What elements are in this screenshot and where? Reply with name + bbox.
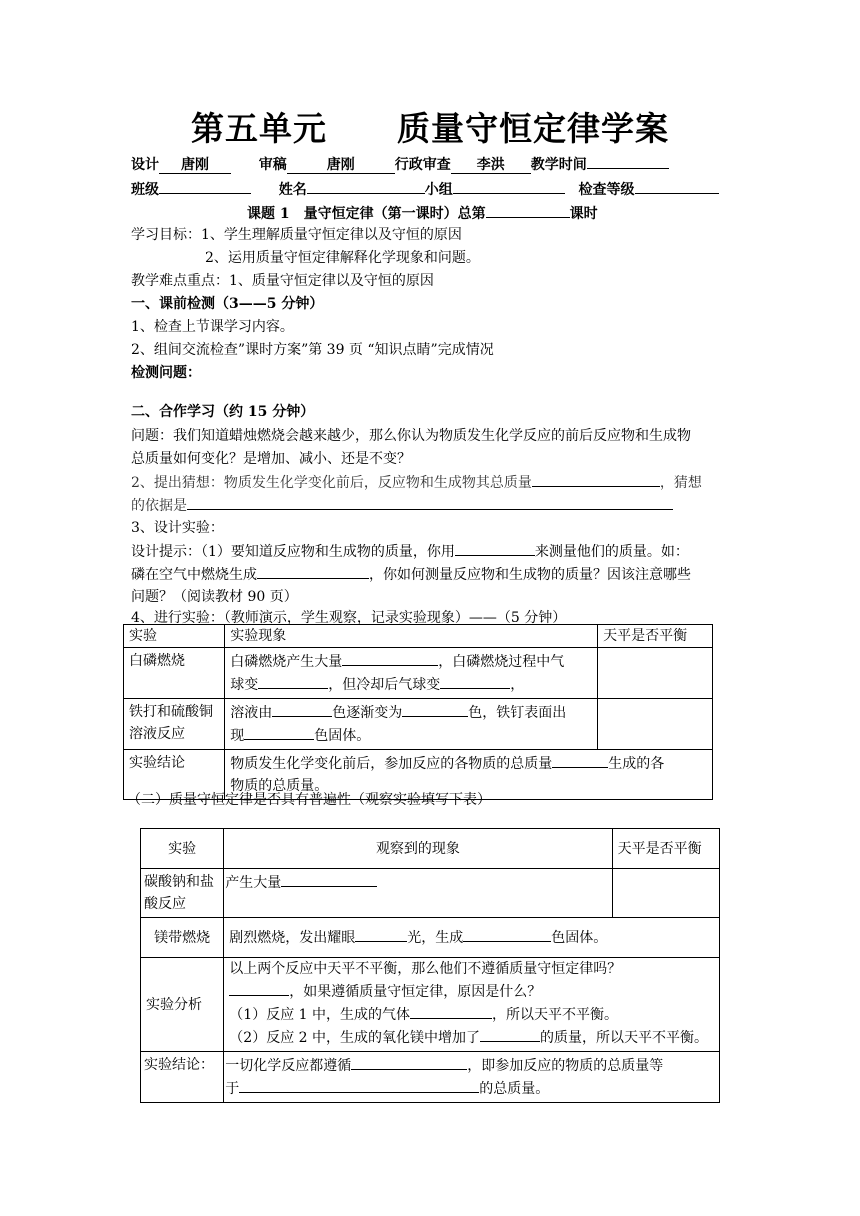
t1r1-blank-3[interactable] — [440, 673, 510, 689]
table2-header-balance: 天平是否平衡 — [612, 829, 719, 869]
t2r3-blank-1[interactable] — [229, 980, 289, 996]
design-label: 设计 — [131, 157, 159, 173]
grade-blank[interactable] — [635, 177, 719, 194]
design-value: 唐刚 — [159, 157, 231, 174]
table-row — [124, 699, 713, 750]
t1r2-text-b: 色逐渐变为 — [332, 705, 403, 721]
lesson-suffix: 课时 — [569, 206, 598, 222]
table1-row1-balance[interactable] — [598, 648, 713, 699]
t1r2-text-a: 溶液由 — [230, 705, 273, 721]
subsection2-heading: （二）质量守恒定律是否具有普遍性（观察实验填写下表） — [127, 792, 491, 808]
objective-1: 学习目标：1、学生理解质量守恒定律以及守恒的原因 — [131, 227, 462, 243]
experiment-table-1 — [123, 624, 713, 800]
t1r1-text-d: ，但冷却后气球变 — [328, 677, 441, 693]
table2-header-observation: 观察到的现象 — [224, 829, 612, 869]
t2r2-text-c: 色固体。 — [551, 930, 608, 946]
lesson-prefix: 课题 1 量守恒定律（第一课时）总第 — [247, 206, 486, 222]
experiment-table-2 — [140, 828, 720, 1103]
question2-text: 2、提出猜想：物质发生化学变化前后，反应物和生成物其总质量 — [131, 475, 532, 491]
name-blank[interactable] — [307, 177, 425, 194]
table2-row3-name: 实验分析 — [141, 958, 224, 1052]
lesson-count-blank[interactable] — [486, 201, 570, 218]
t2r3-line3b: ，所以天平不平衡。 — [492, 1007, 618, 1023]
section1-heading: 一、课前检测（3——5 分钟） — [131, 296, 324, 312]
question1-line1: 问题：我们知道蜡烛燃烧会越来越少，那么你认为物质发生化学反应的前后反应物和生成物 — [131, 428, 691, 444]
title-unit: 第五单元 — [191, 109, 327, 148]
table-row — [141, 918, 720, 958]
table2-row2-name: 镁带燃烧 — [141, 918, 224, 958]
hint-line2 — [131, 563, 691, 584]
question4: 4、进行实验：（教师演示，学生观察，记录实验现象）——（5 分钟） — [131, 610, 567, 626]
t2r2-text-b: 光，生成 — [407, 930, 464, 946]
t1r2-blank-1[interactable] — [272, 701, 332, 717]
table1-row1-name: 白磷燃烧 — [124, 648, 225, 699]
t1r1-text-e: ， — [510, 677, 525, 693]
question1-line2: 总质量如何变化？是增加、减小、还是不变？ — [131, 451, 411, 467]
t2r2-blank-2[interactable] — [463, 926, 551, 942]
table1-row3-name: 实验结论 — [124, 750, 225, 800]
table1-header-experiment: 实验 — [124, 625, 225, 648]
t2r3-blank-2[interactable] — [410, 1003, 492, 1019]
t2r4-blank-1[interactable] — [351, 1054, 467, 1070]
table-row — [141, 869, 720, 918]
guess-blank[interactable] — [532, 471, 660, 487]
t1r3-text-c: 物质的总质量。 — [230, 778, 329, 794]
section1-problems: 检测问题： — [131, 365, 201, 381]
question2-line2 — [131, 494, 673, 515]
question3: 3、设计实验： — [131, 520, 224, 536]
basis-label: 的依据是 — [131, 498, 187, 514]
section2-heading: 二、合作学习（约 15 分钟） — [131, 404, 315, 420]
t2r1-text-a: 产生大量 — [225, 875, 282, 891]
t2r2-blank-1[interactable] — [355, 926, 407, 942]
t1r3-blank-1[interactable] — [552, 752, 608, 768]
table1-row2-name: 铁打和硫酸铜溶液反应 — [124, 699, 225, 750]
class-blank[interactable] — [159, 177, 251, 194]
table2-row4-conclusion — [224, 1052, 720, 1103]
table1-row1-phenomenon — [225, 648, 598, 699]
t2r3-line1: 以上两个反应中天平不平衡，那么他们不遵循质量守恒定律吗？ — [229, 961, 622, 977]
header-row-2 — [131, 177, 719, 199]
table1-row2-balance[interactable] — [598, 699, 713, 750]
t1r2-text-c: 色，铁钉表面出 — [468, 705, 567, 721]
table1-header-phenomenon: 实验现象 — [225, 625, 598, 648]
hint-text-1: 设计提示：（1）要知道反应物和生成物的质量，你用 — [131, 544, 455, 560]
table2-row2-observation — [224, 918, 720, 958]
t1r2-text-e: 色固体。 — [314, 728, 371, 744]
grade-label: 检查等级 — [578, 182, 635, 198]
page-title — [0, 103, 860, 150]
table-row — [141, 958, 720, 1052]
t2r3-line3a: （1）反应 1 中，生成的气体 — [229, 1007, 410, 1023]
t1r1-blank-2[interactable] — [258, 673, 328, 689]
hint-text-3: 磷在空气中燃烧生成 — [131, 567, 257, 583]
header-row-1 — [131, 152, 669, 174]
admin-label: 行政审查 — [394, 157, 451, 173]
t1r3-text-b: 生成的各 — [608, 756, 665, 772]
t1r1-text-b: ，白磷燃烧过程中气 — [438, 654, 565, 670]
t2r4-line1b: ，即参加反应的物质的总质量等 — [467, 1058, 664, 1074]
hint-line1 — [131, 540, 689, 561]
t2r4-line2a: 于 — [225, 1081, 240, 1097]
t1r3-text-a: 物质发生化学变化前后，参加反应的各物质的总质量 — [230, 756, 553, 772]
t2r2-text-a: 剧烈燃烧，发出耀眼 — [229, 930, 356, 946]
product-blank[interactable] — [257, 563, 369, 579]
table2-header-experiment: 实验 — [141, 829, 224, 869]
t2r4-line2b: 的总质量。 — [479, 1081, 550, 1097]
t1r2-blank-3[interactable] — [244, 724, 314, 740]
tool-blank[interactable] — [455, 540, 535, 556]
t2r1-blank-1[interactable] — [281, 871, 377, 887]
group-blank[interactable] — [453, 177, 565, 194]
table2-row1-observation — [224, 869, 612, 918]
t2r3-blank-3[interactable] — [480, 1026, 540, 1042]
t1r1-blank-1[interactable] — [342, 650, 438, 666]
class-label: 班级 — [131, 182, 159, 198]
table2-row4-name: 实验结论： — [141, 1052, 224, 1103]
t1r1-text-c: 球变 — [230, 677, 259, 693]
table-row — [141, 1052, 720, 1103]
table2-row1-name: 碳酸钠和盐酸反应 — [141, 869, 224, 918]
hint-line3: 问题？（阅读教材 90 页） — [131, 589, 298, 605]
table1-header-balance: 天平是否平衡 — [598, 625, 713, 648]
time-label: 教学时间 — [530, 157, 587, 173]
title-topic: 质量守恒定律学案 — [397, 109, 669, 148]
admin-value: 李洪 — [451, 157, 531, 174]
difficulty: 教学难点重点：1、质量守恒定律以及守恒的原因 — [131, 273, 434, 289]
t1r1-text-a: 白磷燃烧产生大量 — [230, 654, 343, 670]
hint-text-4: ，你如何测量反应物和生成物的质量？因该注意哪些 — [369, 567, 691, 583]
group-label: 小组 — [424, 182, 453, 198]
table2-row3-analysis — [224, 958, 720, 1052]
table-row — [124, 625, 713, 648]
section1-item1: 1、检查上节课学习内容。 — [131, 319, 294, 335]
hint-text-2: 来测量他们的质量。如： — [534, 544, 689, 560]
question2-end: ，猜想 — [659, 475, 702, 491]
t2r4-line1a: 一切化学反应都遵循 — [225, 1058, 352, 1074]
t2r3-line4a: （2）反应 2 中，生成的氧化镁中增加了 — [229, 1030, 480, 1046]
objective-2: 2、运用质量守恒定律解释化学现象和问题。 — [205, 250, 480, 266]
t2r4-blank-2[interactable] — [239, 1077, 479, 1093]
review-label: 审稿 — [258, 157, 287, 173]
basis-blank[interactable] — [187, 494, 673, 510]
t1r2-text-d: 现 — [230, 728, 245, 744]
name-label: 姓名 — [278, 182, 307, 198]
table-row — [124, 648, 713, 699]
t1r2-blank-2[interactable] — [402, 701, 468, 717]
table-row — [141, 829, 720, 869]
t2r3-line2: ，如果遵循质量守恒定律，原因是什么？ — [289, 984, 542, 1000]
lesson-title — [247, 201, 598, 223]
time-blank[interactable] — [587, 152, 669, 169]
table2-row1-balance[interactable] — [612, 869, 719, 918]
section1-item2: 2、组间交流检查”课时方案”第 39 页 “知识点睛”完成情况 — [131, 342, 494, 358]
question2-line1 — [131, 471, 702, 492]
table1-row2-phenomenon — [225, 699, 598, 750]
review-value: 唐刚 — [287, 157, 395, 174]
t2r3-line4b: 的质量，所以天平不平衡。 — [540, 1030, 708, 1046]
